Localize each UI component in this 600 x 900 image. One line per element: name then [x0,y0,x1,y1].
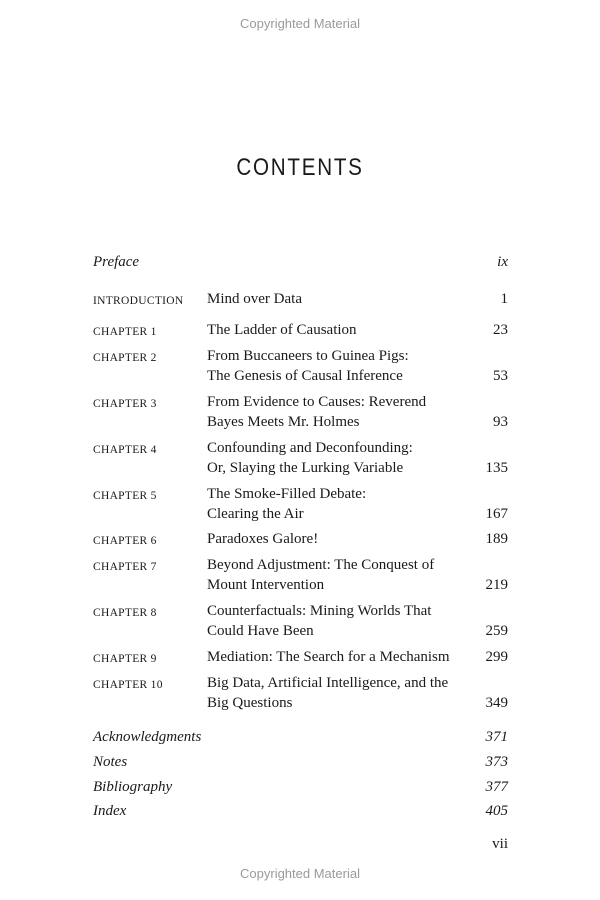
toc-entry-title-line-2: The Genesis of Causal Inference [207,368,403,384]
toc-entry-page: 299 [485,649,508,665]
toc-entry-label: CHAPTER 6 [93,535,157,547]
toc-entry-title: Paradoxes Galore! [207,531,319,547]
toc-entry-label: CHAPTER 7 [93,561,157,573]
toc-entry-title: Mediation: The Search for a Mechanism [207,649,450,665]
toc-entry-title-line-1: From Buccaneers to Guinea Pigs: [207,348,409,364]
toc-entry-title-line-1: Big Data, Artificial Intelligence, and the [207,675,449,691]
toc-entry-label: CHAPTER 2 [93,352,157,364]
toc-entry-label: CHAPTER 4 [93,444,157,456]
toc-entry-page: 167 [485,506,508,522]
watermark-bottom: Copyrighted Material [240,866,360,881]
toc-entry-label: CHAPTER 3 [93,398,157,410]
toc-entry-page: 1 [500,291,508,307]
toc-entry-title: The Ladder of Causation [207,322,357,338]
toc-entry-title: Bibliography [93,779,173,795]
toc-entry-title-line-1: Confounding and Deconfounding: [207,440,413,456]
toc-entry-page: 405 [485,803,508,819]
toc-entry-page: 259 [485,623,508,639]
toc-entry-label: CHAPTER 10 [93,679,163,691]
toc-entry-label: CHAPTER 8 [93,607,157,619]
toc-entry-title: Notes [93,754,128,770]
toc-entry-page: 377 [485,779,508,795]
toc-entry-title-line-2: Clearing the Air [207,506,304,522]
toc-entry-label: CHAPTER 5 [93,490,157,502]
toc-entry-title-line-2: Big Questions [207,695,293,711]
toc-entry-page: 135 [485,460,508,476]
toc-entry-page: 373 [485,754,508,770]
toc-entry-title-line-2: Bayes Meets Mr. Holmes [207,414,360,430]
page-title: CONTENTS [236,154,364,181]
toc-entry-label: CHAPTER 1 [93,326,157,338]
toc-entry-title: Mind over Data [207,291,302,307]
toc-entry-title-line-1: The Smoke-Filled Debate: [207,486,367,502]
toc-entry-page: 93 [493,414,508,430]
toc-entry-title-line-1: From Evidence to Causes: Reverend [207,394,427,410]
toc-entry-page: 53 [493,368,508,384]
toc-entry-title: Preface [93,254,140,270]
toc-entry-title: Index [93,803,127,819]
toc-entry-page: 23 [493,322,508,338]
toc-entry-title-line-1: Counterfactuals: Mining Worlds That [207,603,432,619]
toc-entry-label: INTRODUCTION [93,295,184,307]
toc-entry-label: CHAPTER 9 [93,653,157,665]
toc-entry-page: 371 [485,729,508,745]
toc-entry-title-line-1: Beyond Adjustment: The Conquest of [207,557,435,573]
page-number: vii [492,836,508,852]
toc-entry-page: 349 [485,695,508,711]
toc-entry-title-line-2: Or, Slaying the Lurking Variable [207,460,404,476]
toc-entry-page: 189 [485,531,508,547]
toc-entry-title-line-2: Mount Intervention [207,577,325,593]
watermark-top: Copyrighted Material [240,16,360,31]
toc-entry-title-line-2: Could Have Been [207,623,314,639]
toc-entry-title: Acknowledgments [93,729,202,745]
toc-entry-page: 219 [485,577,508,593]
toc-entry-page: ix [497,254,508,270]
